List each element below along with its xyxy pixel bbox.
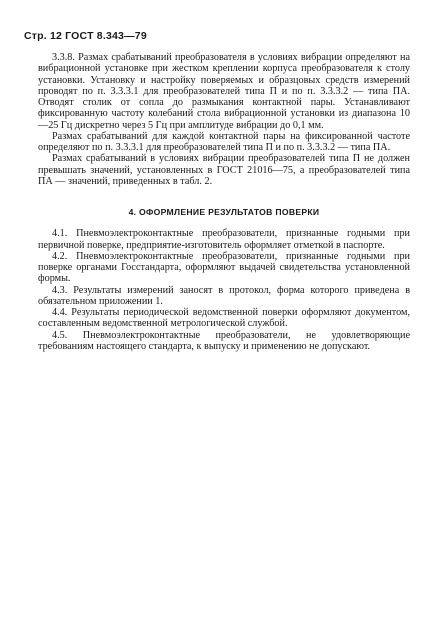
paragraph-range-fixed-frequency: Размах срабатываний для каждой контактной пары на фиксированной частоте определяют по п. 3.3.3.1 для преобразователей типа П и по п. 3.3.3.2 — типа ПА. bbox=[38, 130, 410, 153]
page-header: Стр. 12 ГОСТ 8.343—79 bbox=[24, 30, 147, 42]
paragraph-4-5: 4.5. Пневмоэлектроконтактные преобразователи, не удовлетворяющие требованиям настоящего стандарта, к выпуску и применению не допускают. bbox=[38, 329, 410, 352]
section-heading: 4. ОФОРМЛЕНИЕ РЕЗУЛЬТАТОВ ПОВЕРКИ bbox=[128, 207, 320, 217]
document-body bbox=[38, 52, 410, 352]
paragraph-4-4: 4.4. Результаты периодической ведомственной поверки оформляют документом, составленным ведомственной метрологической службой. bbox=[38, 307, 410, 330]
paragraph-4-2: 4.2. Пневмоэлектроконтактные преобразователи, признанные годными при поверке органами Госстандарта, оформляют выдачей свидетельства установленной формы. bbox=[38, 250, 410, 285]
paragraph-4-3: 4.3. Результаты измерений заносят в протокол, форма которого приведена в обязательном приложении 1. bbox=[38, 284, 410, 307]
paragraph-4-1: 4.1. Пневмоэлектроконтактные преобразователи, признанные годными при первичной поверке, предприятие-изготовитель оформляет отметкой в паспорте. bbox=[38, 228, 410, 251]
paragraph-3-3-8: 3.3.8. Размах срабатываний преобразователя в условиях вибрации определяют на вибрационной установке при жестком креплении корпуса преобразователя к столу установки. Установку и настройку поверяемых и образцовых средств измерений проводят по п. 3.3.3.1 для преобразователей типа П и по п. 3.3.3.2 — типа ПА. Отводят столик от сопла до размыкания контактной пары. Устанавливают фиксированную частоту колебаний стола вибрационной установки из диапазона 10—25 Гц дискретно через 5 Гц при амплитуде вибрации до 0,1 мм. bbox=[38, 52, 410, 131]
paragraph-range-limit: Размах срабатываний в условиях вибрации преобразователей типа П не должен превышать значений, установленных в ГОСТ 21016—75, а преобразователей типа ПА — значений, приведенных в табл. 2. bbox=[38, 153, 410, 187]
